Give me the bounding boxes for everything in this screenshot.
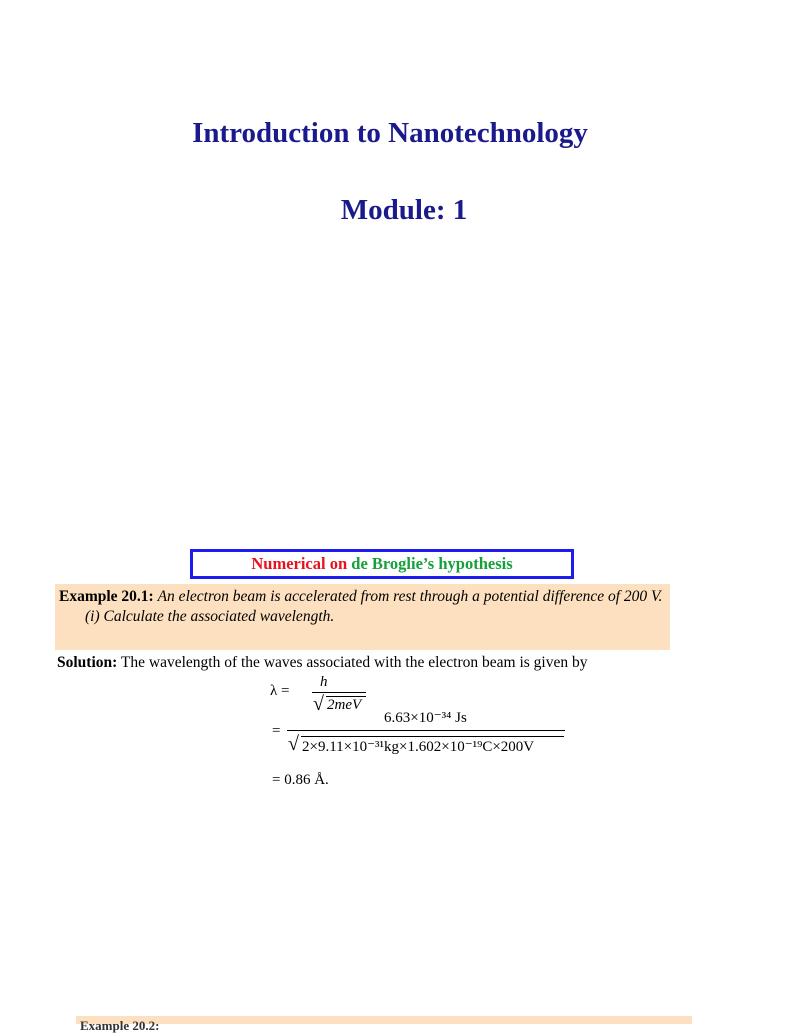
eq2-numerator: 6.63×10⁻³⁴ Js	[384, 710, 467, 726]
subquestion-text: Calculate the associated wavelength.	[103, 608, 335, 625]
solution-intro	[57, 653, 588, 673]
result-value: = 0.86 Å.	[272, 772, 329, 788]
eq2-equals: =	[272, 723, 281, 739]
example-subquestion	[59, 607, 664, 627]
eq1-lhs: λ =	[270, 683, 290, 699]
solution-text: The wavelength of the waves associated with the electron beam is given by	[120, 654, 588, 671]
eq1-numerator: h	[320, 674, 328, 690]
example-box	[55, 584, 670, 650]
section-heading-part2: de Broglie’s hypothesis	[351, 554, 513, 573]
subquestion-marker: (i)	[85, 608, 100, 625]
eq2-sqrt-symbol: √	[288, 733, 299, 755]
module-title: Module: 1	[340, 194, 468, 226]
example-label: Example 20.1:	[59, 588, 154, 605]
next-example-label: Example 20.2:	[80, 1018, 160, 1033]
next-example-strip	[76, 1016, 692, 1033]
eq2-denominator: 2×9.11×10⁻³¹kg×1.602×10⁻¹⁹C×200V	[302, 739, 535, 755]
section-heading-part1: Numerical on	[251, 554, 348, 573]
eq1-sqrt-symbol: √	[313, 693, 324, 715]
example-text: An electron beam is accelerated from rest through a potential difference of 200 V.	[157, 588, 663, 605]
eq2-fraction-line	[287, 730, 565, 731]
solution-label: Solution:	[57, 654, 118, 671]
section-heading-box	[190, 549, 574, 579]
document-title: Introduction to Nanotechnology	[192, 117, 588, 149]
eq1-denominator: 2meV	[327, 697, 362, 713]
